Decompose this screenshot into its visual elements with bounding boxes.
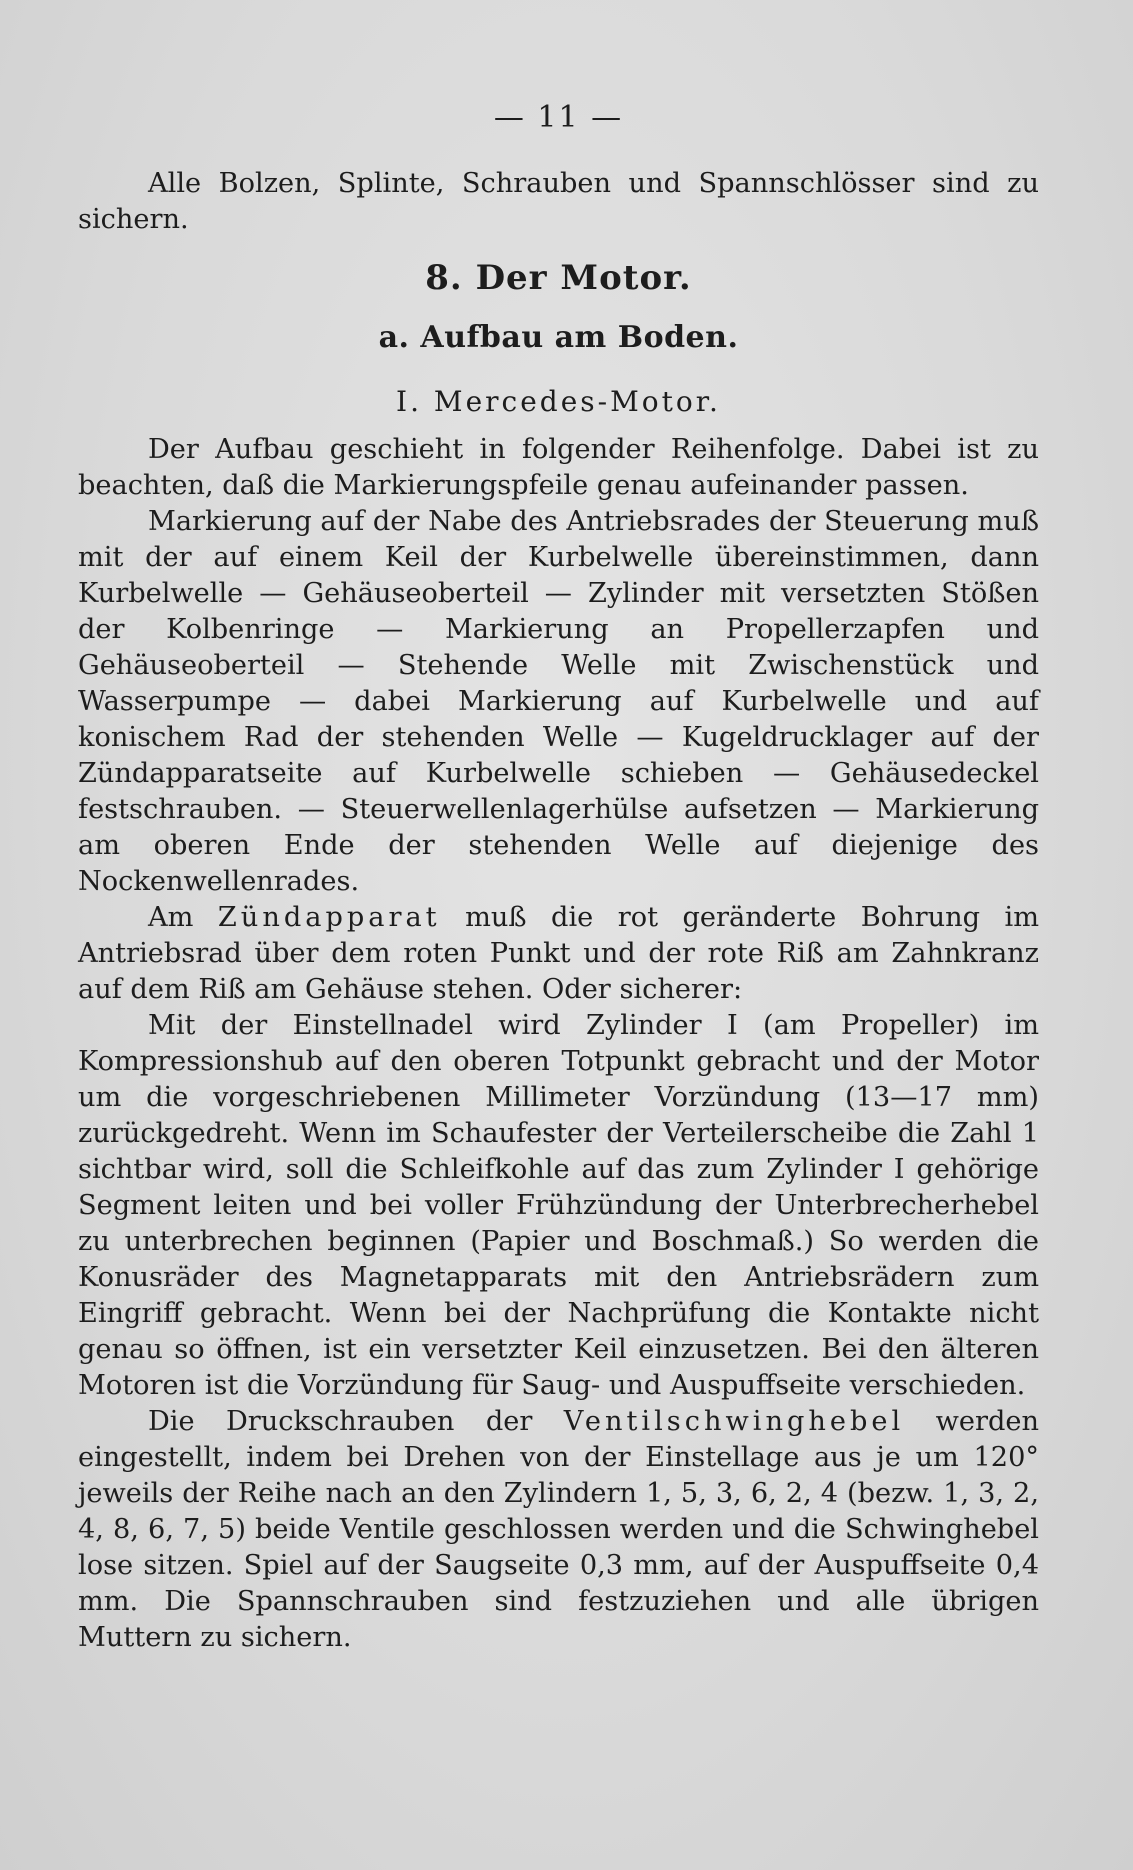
page-number: — 11 — [493,100,624,135]
subsection-title: I. Mercedes-Motor. [396,385,721,418]
paragraph-3-text: muß die rot geränderte Bohrung im Antriebsrad über dem roten Punkt und der rote Riß am Zahnkranz auf dem Riß am Gehäuse stehen. Oder sicherer: [78,902,1039,1005]
paragraph-3 [78,900,1039,1008]
paragraph-5-spaced-term: Ventilschwinghebel [563,1406,905,1437]
paragraph-2: Markierung auf der Nabe des Antriebsrades der Steuerung muß mit der auf einem Keil der Kurbelwelle übereinstimmen, dann Kurbelwelle — Gehäuseoberteil — Zylinder mit versetzten Stößen der Kolbenringe — Markierung an Propellerzapfen und Gehäuseoberteil — Stehende Welle mit Zwischenstück und Wasserpumpe — dabei Markierung auf Kurbelwelle und auf konischem Rad der stehenden Welle — Kugeldrucklager auf der Zündapparatseite auf Kurbelwelle schieben — Gehäusedeckel festschrauben. — Steuerwellenlagerhülse aufsetzen — Markierung am oberen Ende der stehenden Welle auf diejenige des Nockenwellenrades. [78,506,1039,897]
paragraph-5 [78,1404,1039,1656]
paragraph-5-prefix: Die Druckschrauben der [148,1406,533,1437]
paragraph-4: Mit der Einstellnadel wird Zylinder I (am Propeller) im Kompressionshub auf den oberen Totpunkt gebracht und der Motor um die vorgeschriebenen Millimeter Vorzündung (13—17 mm) zurückgedreht. Wenn im Schaufester der Verteilerscheibe die Zahl 1 sichtbar wird, soll die Schleifkohle auf das zum Zylinder I gehörige Segment leiten und bei voller Frühzündung der Unterbrecherhebel zu unterbrechen beginnen (Papier und Boschmaß.) So werden die Konusräder des Magnetapparats mit den Antriebsrädern zum Eingriff gebracht. Wenn bei der Nachprüfung die Kontakte nicht genau so öffnen, ist ein versetzter Keil einzusetzen. Bei den älteren Motoren ist die Vorzündung für Saug- und Auspuffseite verschieden. [78,1010,1039,1401]
section-title: a. Aufbau am Boden. [378,320,739,355]
paragraph-1: Der Aufbau geschieht in folgender Reihenfolge. Dabei ist zu beachten, daß die Markierungspfeile genau aufeinander passen. [78,434,1039,501]
chapter-title: 8. Der Motor. [425,258,692,298]
paragraph-5-text: werden eingestellt, indem bei Drehen von der Einstellage aus je um 120° jeweils der Reihe nach an den Zylindern 1, 5, 3, 6, 2, 4 (bezw. 1, 3, 2, 4, 8, 6, 7, 5) beide Ventile geschlossen werden und die Schwinghebel lose sitzen. Spiel auf der Saugseite 0,3 mm, auf der Auspuffseite 0,4 mm. Die Spannschrauben sind festzuziehen und alle übrigen Muttern zu sichern. [78,1406,1039,1653]
intro-paragraph: Alle Bolzen, Splinte, Schrauben und Spannschlösser sind zu sichern. [78,168,1039,235]
paragraph-3-prefix: Am [148,902,194,933]
paragraph-3-spaced-term: Zündapparat [217,902,441,933]
